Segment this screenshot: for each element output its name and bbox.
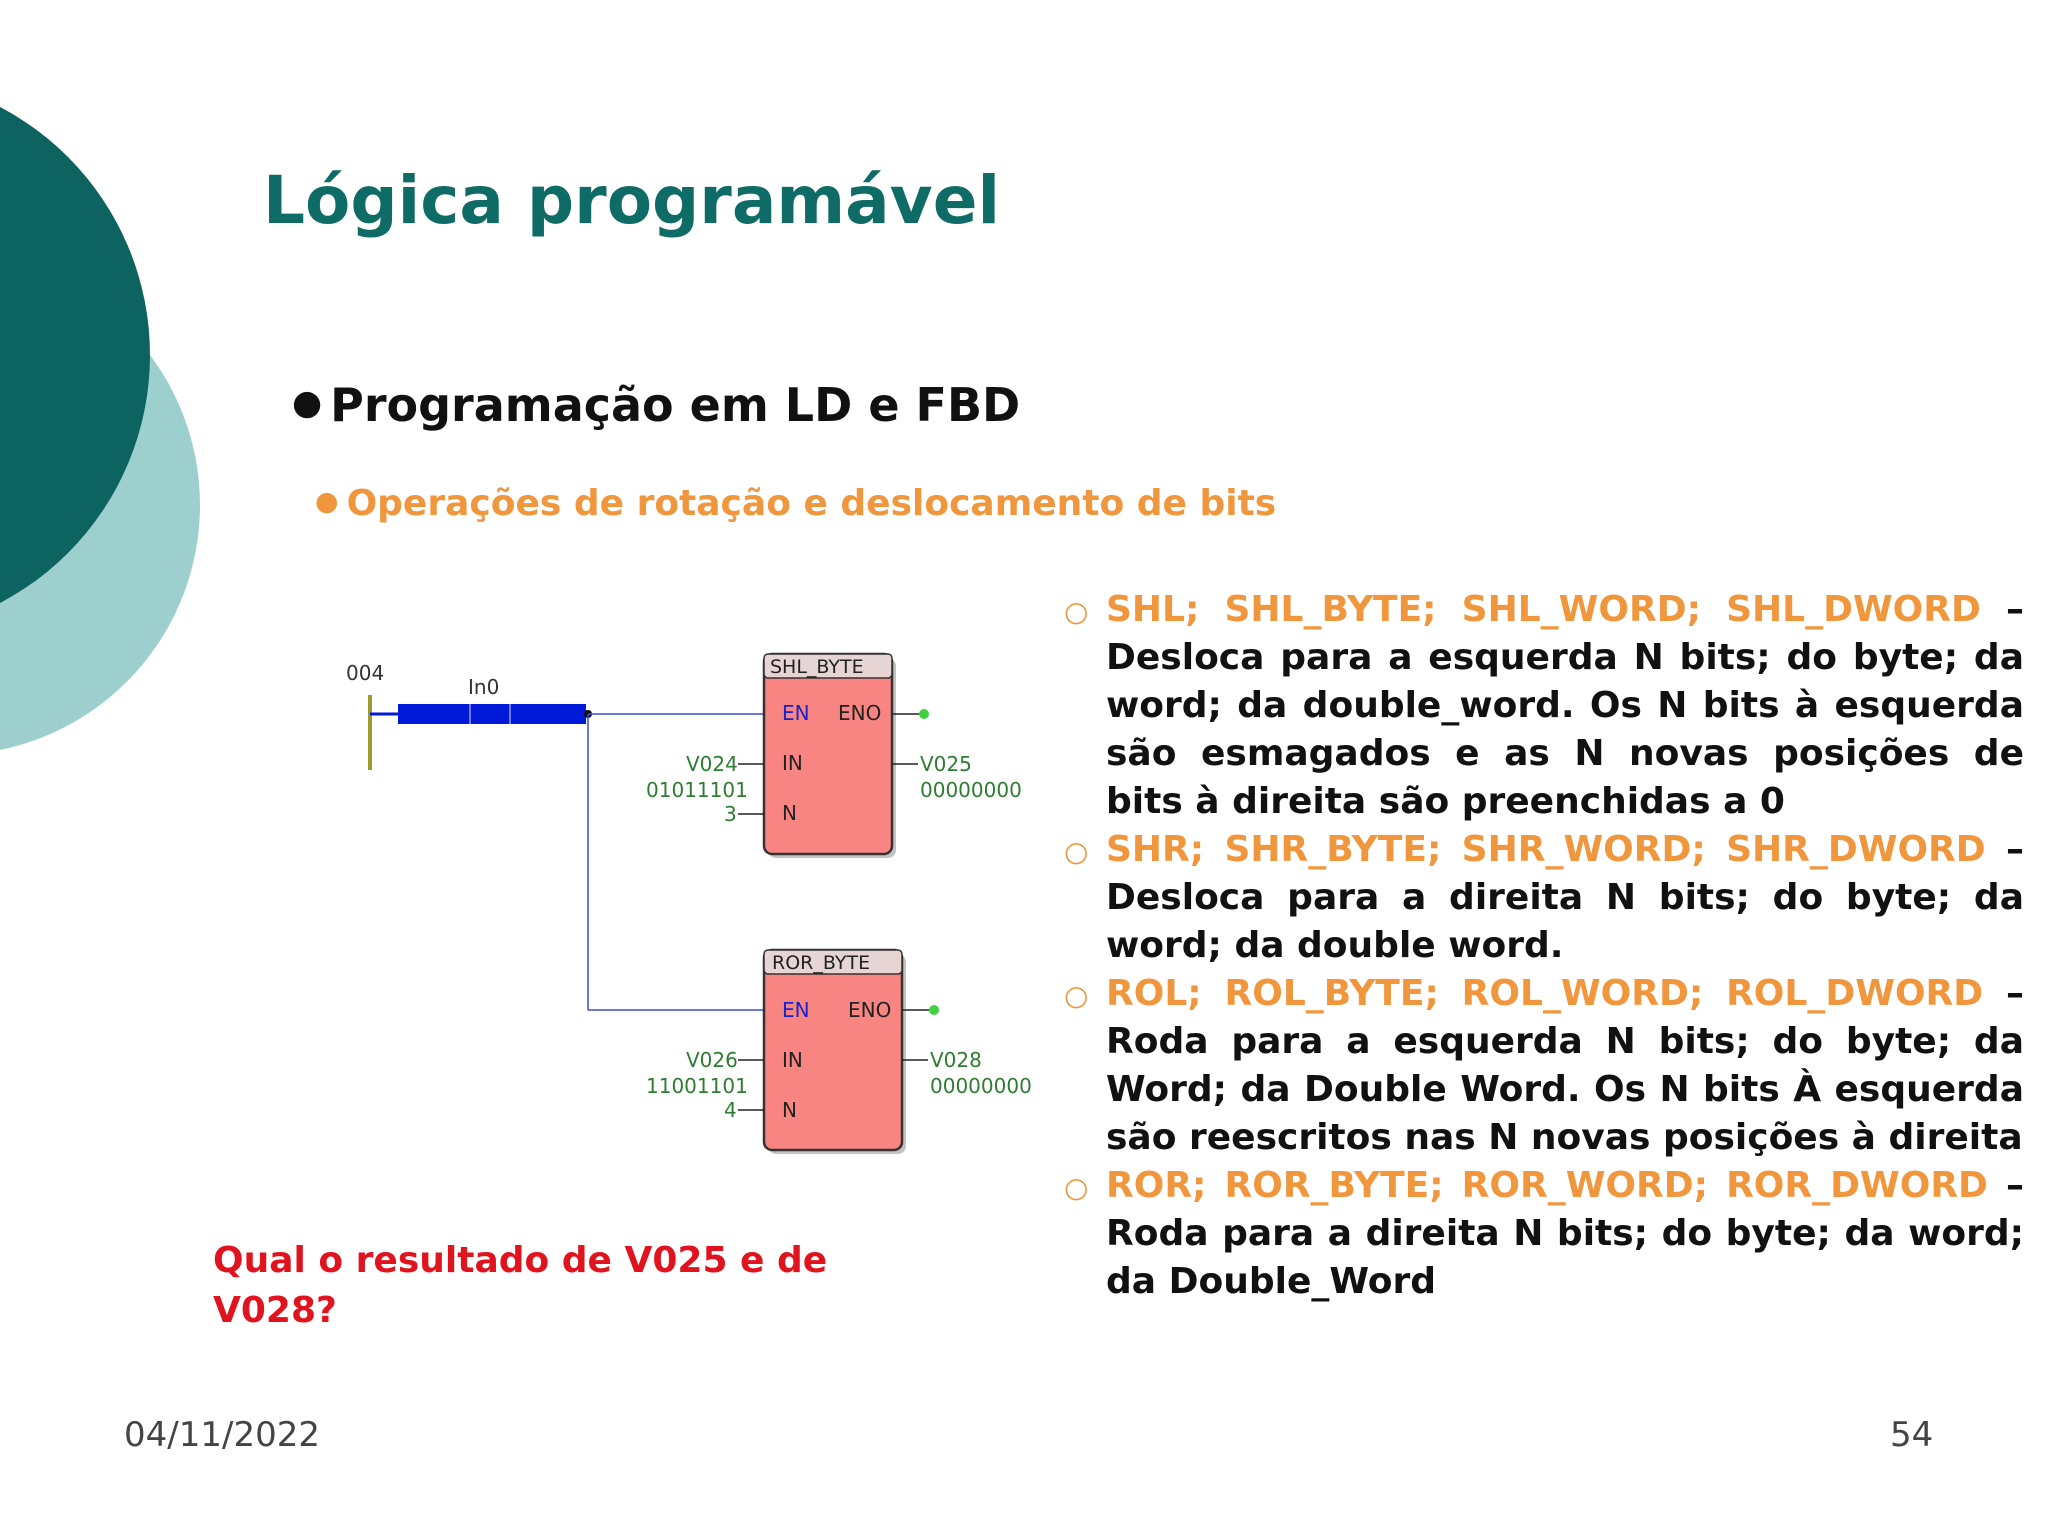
shl-block-name: SHL_BYTE — [770, 656, 864, 678]
dash: – — [1980, 589, 2024, 630]
dash: – — [1987, 1165, 2024, 1206]
ror-in-pin: IN — [782, 1048, 803, 1072]
shl-in-var: V024 — [686, 752, 738, 776]
instruction-desc: Desloca para a direita N bits; do byte; da word; da double word. — [1106, 877, 2024, 966]
shl-eno-dot — [919, 709, 929, 719]
ring-bullet-icon: ○ — [1064, 595, 1089, 628]
list-item — [1064, 826, 2024, 970]
ring-bullet-icon: ○ — [1064, 1171, 1089, 1204]
decorative-circles — [0, 0, 220, 820]
ror-out-value: 00000000 — [930, 1074, 1032, 1098]
shl-en-pin: EN — [782, 701, 810, 725]
dash: – — [1983, 973, 2024, 1014]
shl-n-pin: N — [782, 801, 797, 825]
shl-out-value: 00000000 — [920, 778, 1022, 802]
dash: – — [1985, 829, 2024, 870]
bullet-dot: ● — [315, 485, 339, 517]
bullet-level2 — [315, 483, 1276, 524]
slide-title: Lógica programável — [263, 162, 1001, 239]
ring-bullet-icon: ○ — [1064, 835, 1089, 868]
list-item — [1064, 1162, 2024, 1306]
instruction-list — [1064, 586, 2024, 1306]
list-item — [1064, 586, 2024, 826]
ror-eno-dot — [929, 1005, 939, 1015]
fbd-diagram — [330, 640, 1050, 1180]
ror-in-var: V026 — [686, 1048, 738, 1072]
bullet-level1-text: Programação em LD e FBD — [330, 378, 1021, 432]
page-number: 54 — [1890, 1415, 1934, 1455]
instruction-names: SHR; SHR_BYTE; SHR_WORD; SHR_DWORD — [1106, 829, 1986, 870]
shl-in-pin: IN — [782, 751, 803, 775]
ror-in-value: 11001101 — [646, 1074, 748, 1098]
contact-in0 — [398, 704, 586, 724]
ror-n-pin: N — [782, 1098, 797, 1122]
instruction-desc: Roda para a esquerda N bits; do byte; da Word; da Double Word. Os N bits À esquerda são reescritos nas N novas posições à direita — [1106, 1021, 2024, 1158]
instruction-desc: Desloca para a esquerda N bits; do byte; da word; da double_word. Os N bits à esquerda são esmagados e as N novas posições de bits à direita são preenchidas a 0 — [1106, 637, 2024, 822]
shl-n-value: 3 — [724, 802, 737, 826]
shl-byte-block — [764, 654, 896, 858]
list-item — [1064, 970, 2024, 1162]
footer-date: 04/11/2022 — [124, 1415, 320, 1455]
instruction-desc: Roda para a direita N bits; do byte; da word; da Double_Word — [1106, 1213, 2024, 1302]
contact-label: In0 — [468, 675, 500, 699]
rail-label: 004 — [346, 661, 385, 685]
ror-eno-pin: ENO — [848, 998, 892, 1022]
ror-out-var: V028 — [930, 1048, 982, 1072]
shl-out-var: V025 — [920, 752, 972, 776]
shl-in-value: 01011101 — [646, 778, 748, 802]
shl-eno-pin: ENO — [838, 701, 882, 725]
instruction-names: ROL; ROL_BYTE; ROL_WORD; ROL_DWORD — [1106, 973, 1984, 1014]
instruction-names: SHL; SHL_BYTE; SHL_WORD; SHL_DWORD — [1106, 589, 1981, 630]
ring-bullet-icon: ○ — [1064, 979, 1089, 1012]
question-text: Qual o resultado de V025 e de V028? — [213, 1240, 828, 1331]
ror-en-pin: EN — [782, 998, 810, 1022]
instruction-names: ROR; ROR_BYTE; ROR_WORD; ROR_DWORD — [1106, 1165, 1988, 1206]
bullet-level2-text: Operações de rotação e deslocamento de bits — [346, 483, 1277, 524]
bullet-level1 — [292, 378, 1020, 432]
ror-n-value: 4 — [724, 1098, 737, 1122]
ror-block-name: ROR_BYTE — [772, 952, 871, 974]
ror-byte-block — [764, 950, 906, 1154]
bullet-dot: ● — [292, 383, 323, 424]
